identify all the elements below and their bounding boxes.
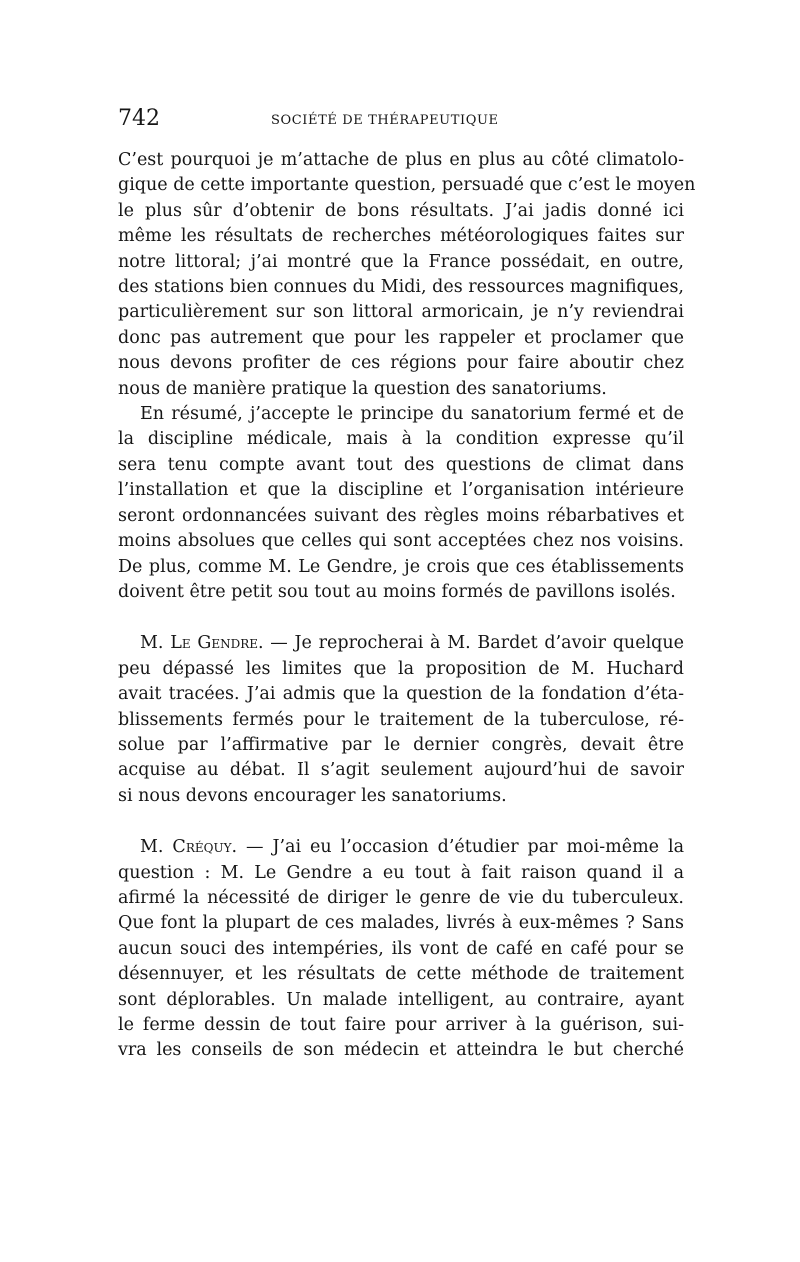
text-line: doivent être petit sou tout au moins formés de pavillons isolés. <box>118 581 676 602</box>
paragraph-le-gendre <box>118 631 684 809</box>
text-line: moins absolues que celles qui sont acceptées chez nos voisins. <box>118 531 684 552</box>
paragraph-gap <box>118 809 684 835</box>
text-line: même les résultats de recherches météorologiques faites sur <box>118 226 684 247</box>
text-line <box>118 835 684 860</box>
text-line: donc pas autrement que pour les rappeler et proclamer que <box>118 327 684 348</box>
text-line: De plus, comme M. Le Gendre, je crois que ces établissements <box>118 556 684 577</box>
text-line: C’est pourquoi je m’attache de plus en plus au côté climatolo- <box>118 150 684 170</box>
text-line: gique de cette importante question, persuadé que c’est le moyen <box>118 175 696 196</box>
text-line: blissements fermés pour le traitement de la tuberculose, ré- <box>118 709 684 730</box>
text-line: vra les conseils de son médecin et atteindra le but cherché <box>118 1040 684 1061</box>
text-line: désennuyer, et les résultats de cette méthode de traitement <box>118 964 684 985</box>
text-line: En résumé, j’accepte le principe du sanatorium fermé et de <box>140 404 684 425</box>
text-line: si nous devons encourager les sanatoriums. <box>118 785 507 806</box>
text-line: le ferme dessin de tout faire pour arriver à la guérison, sui- <box>118 1015 684 1035</box>
text-line: afirmé la nécessité de diriger le genre de vie du tuberculeux. <box>118 887 684 908</box>
text-line: acquise au débat. Il s’agit seulement aujourd’hui de savoir <box>118 760 684 781</box>
text-line: solue par l’affirmative par le dernier congrès, devait être <box>118 734 684 755</box>
paragraph-gap <box>118 605 684 631</box>
text-line: nous devons profiter de ces régions pour faire aboutir chez <box>118 353 684 374</box>
text-line: des stations bien connues du Midi, des ressources magnifiques, <box>118 277 684 298</box>
speaker-name: M. Créquy. <box>140 837 238 858</box>
speech-start: — Je reprocherai à M. Bardet d’avoir quelque <box>263 633 684 654</box>
text-line: l’installation et que la discipline et l’organisation intérieure <box>118 480 684 501</box>
paragraph-climatology <box>118 148 696 402</box>
running-head: SOCIÉTÉ DE THÉRAPEUTIQUE <box>271 113 499 128</box>
text-line <box>118 631 684 656</box>
text-line: notre littoral; j’ai montré que la France possédait, en outre, <box>118 251 684 272</box>
text-line: avait tracées. J’ai admis que la question de la fondation d’éta- <box>118 684 684 705</box>
text-line: sera tenu compte avant tout des questions de climat dans <box>118 454 684 475</box>
page-header <box>118 106 684 136</box>
page-number: 742 <box>118 106 160 131</box>
speaker-name: M. Le Gendre. <box>140 633 264 654</box>
text-line: seront ordonnancées suivant des règles moins rébarbatives et <box>118 505 684 526</box>
text-line: particulièrement sur son littoral armoricain, je n’y reviendrai <box>118 302 684 323</box>
text-line: le plus sûr d’obtenir de bons résultats. J’ai jadis donné ici <box>118 200 684 221</box>
paragraph-crequy <box>118 835 684 1064</box>
paragraph-summary <box>118 402 684 605</box>
text-line: question : M. Le Gendre a eu tout à fait raison quand il a <box>118 862 684 883</box>
text-line: Que font la plupart de ces malades, livrés à eux-mêmes ? Sans <box>118 913 684 934</box>
text-line: sont déplorables. Un malade intelligent, au contraire, ayant <box>118 989 684 1010</box>
page <box>118 106 696 1064</box>
text-line: nous de manière pratique la question des sanatoriums. <box>118 378 607 399</box>
speech-start: — J’ai eu l’occasion d’étudier par moi-même la <box>237 837 685 858</box>
text-line: aucun souci des intempéries, ils vont de café en café pour se <box>118 938 684 959</box>
text-line: la discipline médicale, mais à la condition expresse qu’il <box>118 429 684 450</box>
text-line: peu dépassé les limites que la proposition de M. Huchard <box>118 658 684 679</box>
